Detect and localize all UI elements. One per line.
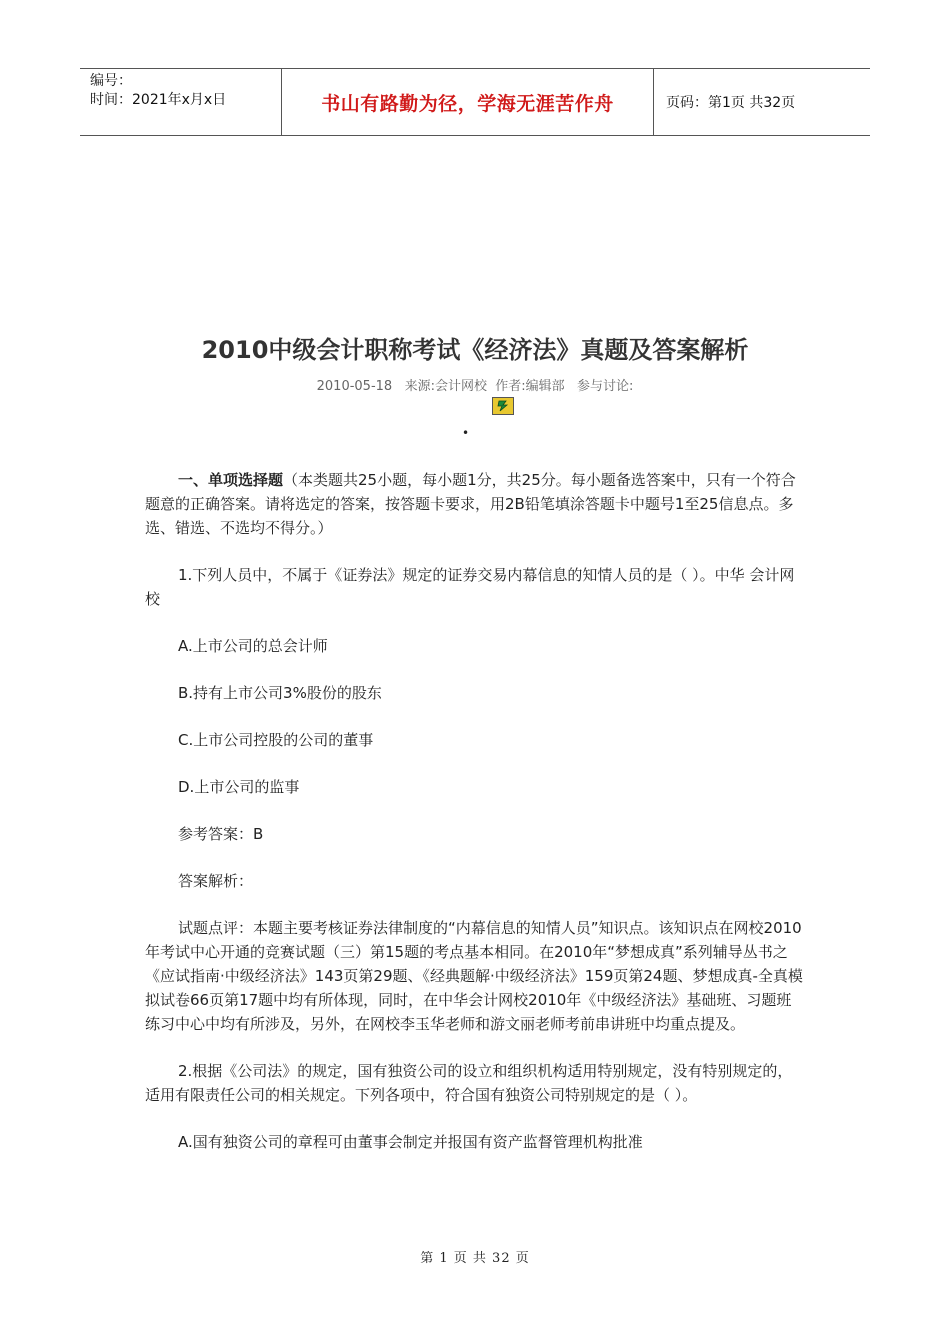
header-info <box>80 69 281 135</box>
list-bullet: • <box>462 426 470 440</box>
page-footer: 第 1 页 共 32 页 <box>420 1251 530 1266</box>
question-1: 1.下列人员中，不属于《证券法》规定的证券交易内幕信息的知情人员的是（ ）。中华 会计网校 <box>145 566 795 608</box>
q2-option-a: A.国有独资公司的章程可由董事会制定并报国有资产监督管理机构批准 <box>178 1133 643 1151</box>
article-meta: 2010-05-18 来源:会计网校 作者:编辑部 参与讨论: <box>316 379 634 394</box>
discussion-icon[interactable] <box>492 397 514 415</box>
q1-option-c: C.上市公司控股的公司的董事 <box>178 731 374 749</box>
section-instructions: （本类题共25小题，每小题1分，共25分。每小题备选答案中，只有一个符合题意的正确答案。请将选定的答案，按答题卡要求，用2B铅笔填涂答题卡中题号1至25信息点。多选、错选、不选均不得分。） <box>145 471 796 537</box>
q1-option-d: D.上市公司的监事 <box>178 778 300 796</box>
number-label: 编号： <box>90 73 132 89</box>
header-page-info: 页码：第1页 共32页 <box>666 95 796 111</box>
q1-comment: 试题点评：本题主要考核证券法律制度的“内幕信息的知情人员”知识点。该知识点在网校2010年考试中心开通的竞赛试题（三）第15题的考点基本相同。在2010年“梦想成真”系列辅导丛书之《应试指南·中级经济法》143页第29题、《经典题解·中级经济法》159页第24题、梦想成真-全真模拟试卷66页第17题中均有所体现，同时，在中华会计网校2010年《中级经济法》基础班、习题班练习中心中均有所涉及，另外，在网校李玉华老师和游文丽老师考前串讲班中均重点提及。 <box>145 919 803 1033</box>
q1-answer: 参考答案：B <box>178 825 264 843</box>
q1-option-b: B.持有上市公司3%股份的股东 <box>178 684 382 702</box>
article-title: 2010中级会计职称考试《经济法》真题及答案解析 <box>201 336 749 364</box>
time-label: 时间：2021年x月x日 <box>90 92 227 108</box>
q1-analysis-label: 答案解析： <box>178 872 254 890</box>
header-motto: 书山有路勤为径，学海无涯苦作舟 <box>281 69 654 135</box>
article-body <box>145 468 805 1177</box>
section-heading: 一、单项选择题 <box>178 471 284 489</box>
section-intro <box>145 468 805 540</box>
q1-option-a: A.上市公司的总会计师 <box>178 637 328 655</box>
question-2: 2.根据《公司法》的规定，国有独资公司的设立和组织机构适用特别规定，没有特别规定的，适用有限责任公司的相关规定。下列各项中，符合国有独资公司特别规定的是（ ）。 <box>145 1062 793 1104</box>
document-header <box>80 68 870 136</box>
